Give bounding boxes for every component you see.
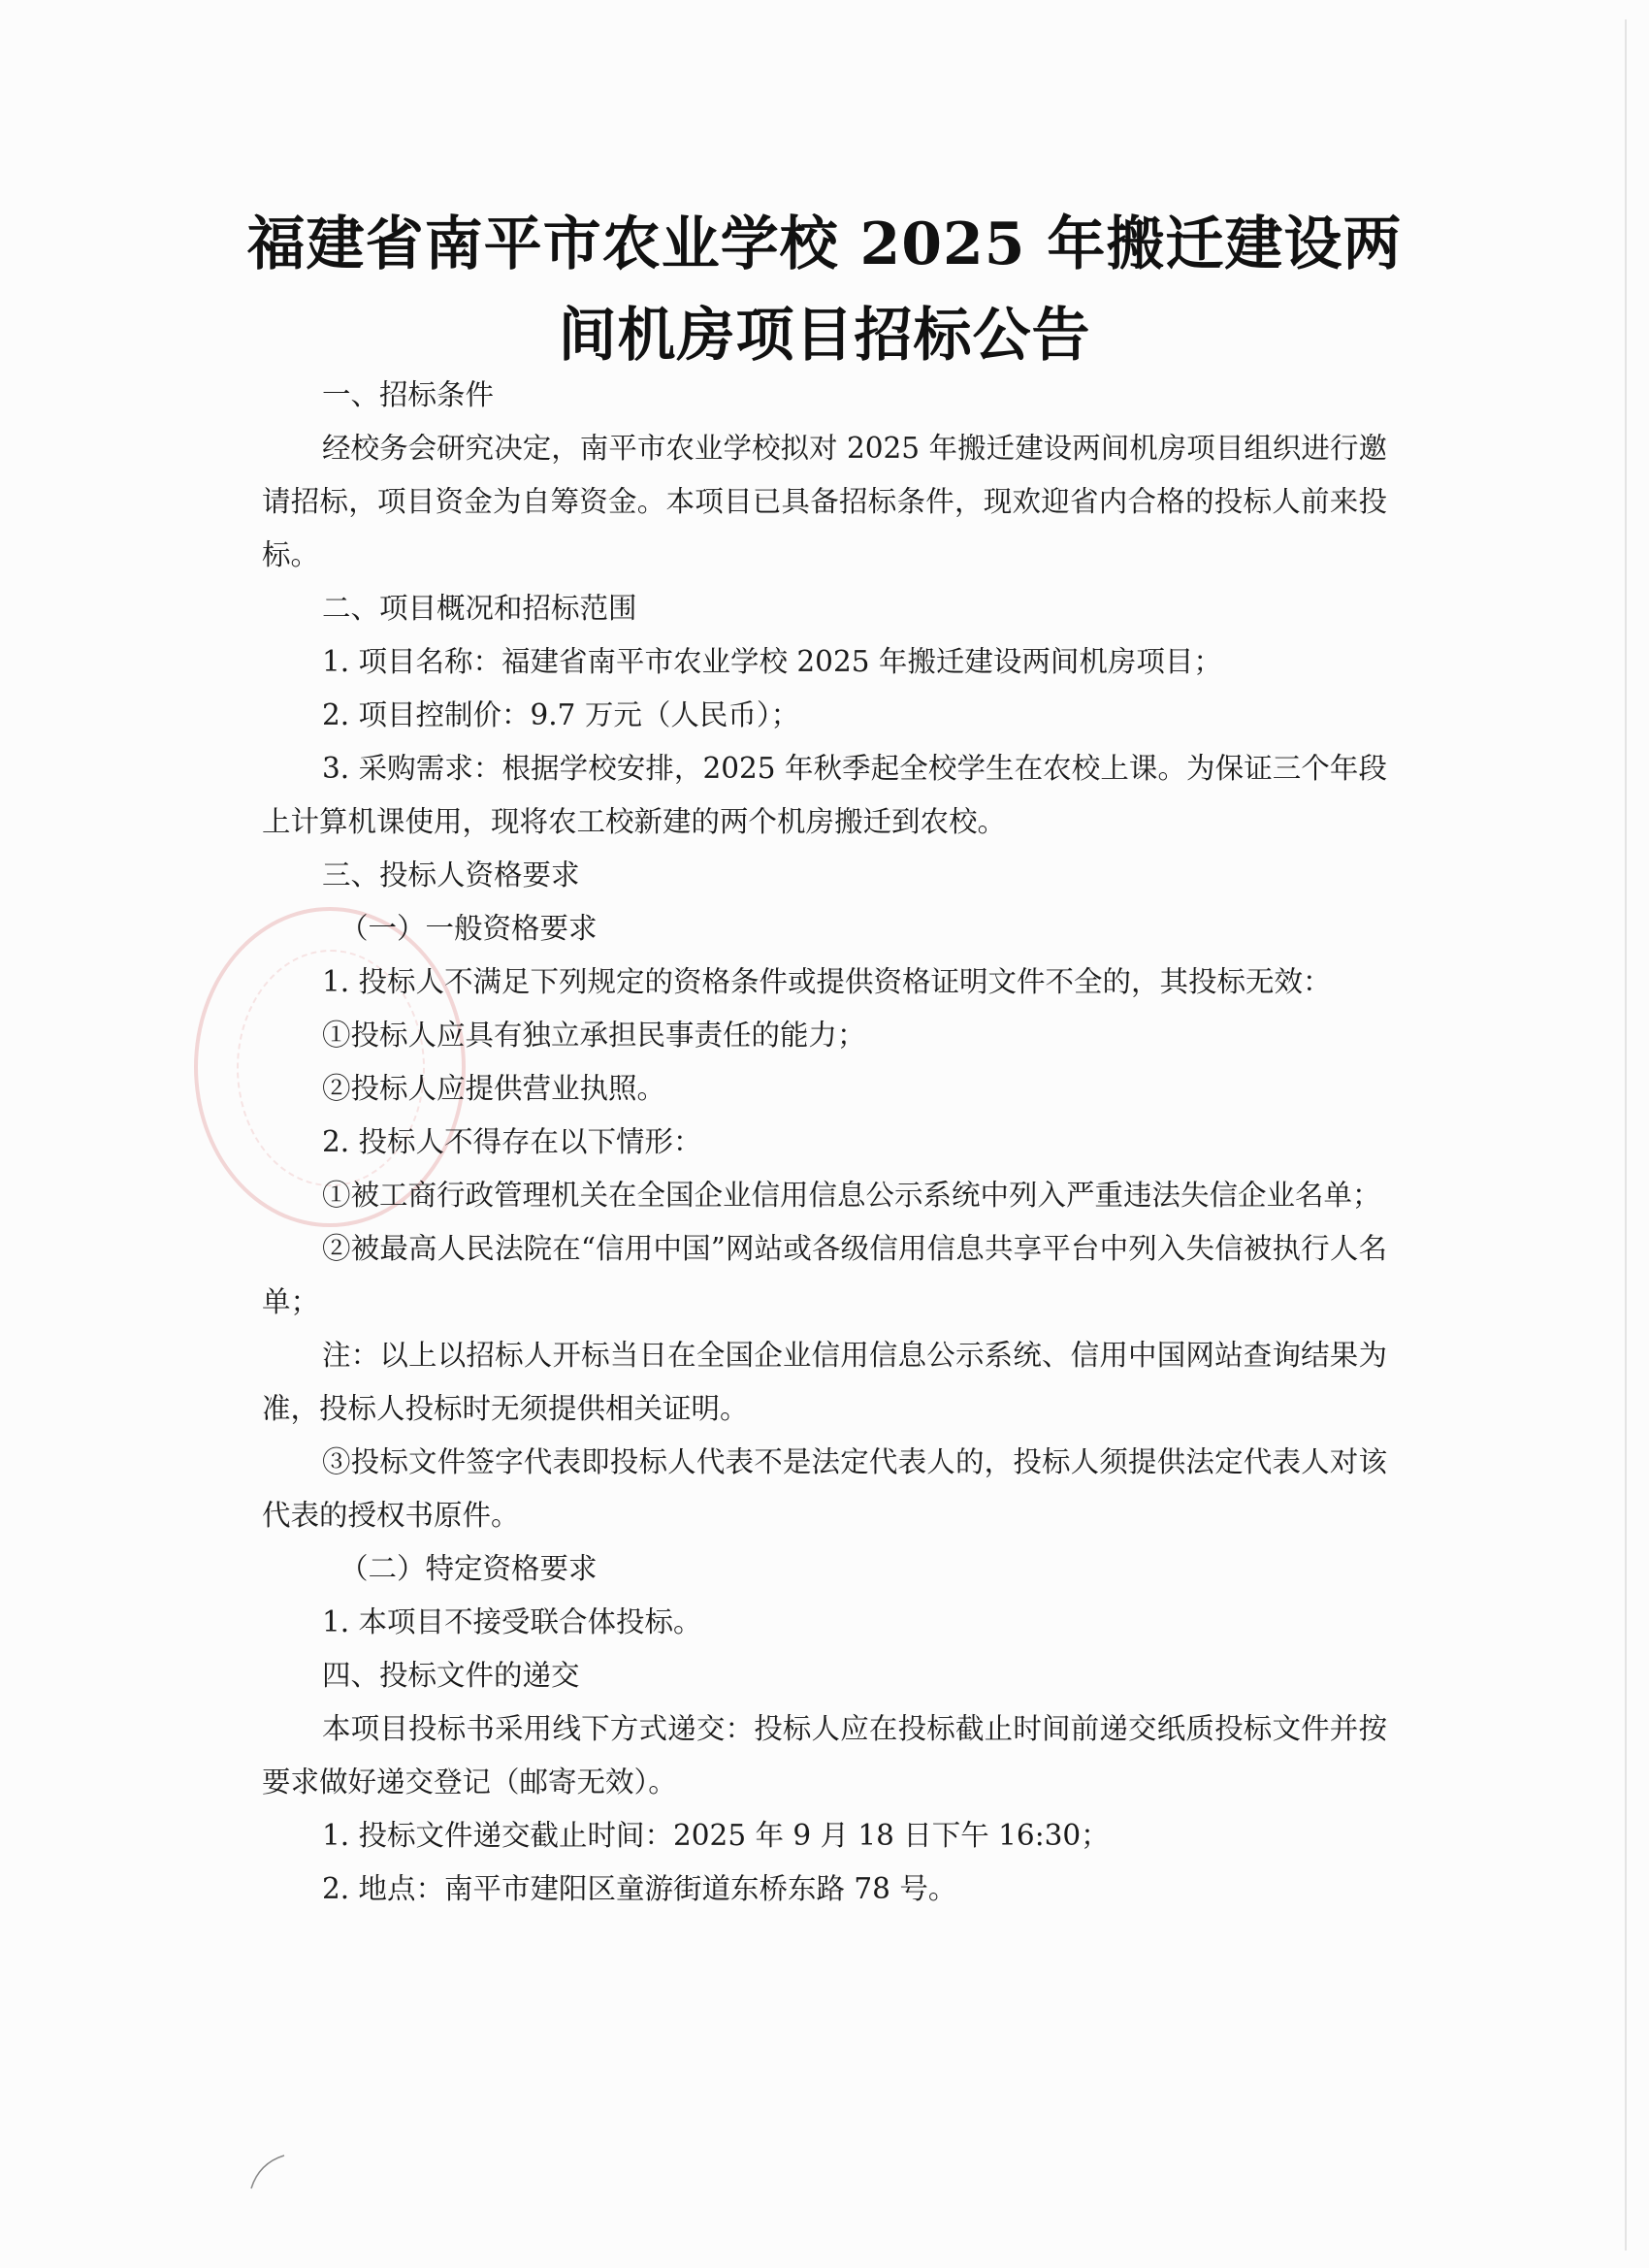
section-3-note: 注：以上以招标人开标当日在全国企业信用信息公示系统、信用中国网站查询结果为准，投标人投标时无须提供相关证明。 <box>262 1339 1387 1425</box>
section-2-item-2: 2. 项目控制价：9.7 万元（人民币）； <box>322 698 800 731</box>
section-3-item-1: 1. 投标人不满足下列规定的资格条件或提供资格证明文件不全的，其投标无效： <box>322 965 1332 998</box>
section-3-item-2: 2. 投标人不得存在以下情形： <box>322 1125 702 1158</box>
section-3-subheading-2: （二）特定资格要求 <box>340 1552 598 1585</box>
scan-edge-line <box>1625 19 1627 2251</box>
section-4-item-2: 2. 地点：南平市建阳区童游街道东桥东路 78 号。 <box>322 1872 957 1905</box>
pen-mark <box>247 2154 286 2192</box>
title-line-2: 间机房项目招标公告 <box>558 302 1091 370</box>
section-3-item-1a: ①投标人应具有独立承担民事责任的能力； <box>322 1019 866 1052</box>
section-2-heading: 二、项目概况和招标范围 <box>322 592 637 625</box>
section-3-item-1b: ②投标人应提供营业执照。 <box>322 1072 666 1105</box>
section-3-heading: 三、投标人资格要求 <box>322 859 580 891</box>
section-2-item-1: 1. 项目名称：福建省南平市农业学校 2025 年搬迁建设两间机房项目； <box>322 645 1222 678</box>
section-3-item-2c: ③投标文件签字代表即投标人代表不是法定代表人的，投标人须提供法定代表人对该代表的授权书原件。 <box>262 1445 1387 1532</box>
document-title <box>242 199 1406 381</box>
section-4-paragraph: 本项目投标书采用线下方式递交：投标人应在投标截止时间前递交纸质投标文件并按要求做好递交登记（邮寄无效）。 <box>262 1712 1387 1798</box>
document-body <box>262 369 1387 1916</box>
section-3-sub2-item-1: 1. 本项目不接受联合体投标。 <box>322 1605 702 1638</box>
section-4-item-1: 1. 投标文件递交截止时间：2025 年 9 月 18 日下午 16:30； <box>322 1819 1110 1852</box>
section-2-item-3: 3. 采购需求：根据学校安排，2025 年秋季起全校学生在农校上课。为保证三个年段上计算机课使用，现将农工校新建的两个机房搬迁到农校。 <box>262 752 1387 838</box>
section-3-item-2a: ①被工商行政管理机关在全国企业信用信息公示系统中列入严重违法失信企业名单； <box>322 1179 1381 1212</box>
title-line-1: 福建省南平市农业学校 2025 年搬迁建设两 <box>246 211 1403 278</box>
section-3-subheading-1: （一）一般资格要求 <box>340 912 598 945</box>
section-3-item-2b: ②被最高人民法院在“信用中国”网站或各级信用信息共享平台中列入失信被执行人名单； <box>262 1232 1387 1318</box>
section-1-heading: 一、招标条件 <box>322 378 495 411</box>
section-1-paragraph: 经校务会研究决定，南平市农业学校拟对 2025 年搬迁建设两间机房项目组织进行邀请招标，项目资金为自筹资金。本项目已具备招标条件，现欢迎省内合格的投标人前来投标。 <box>262 432 1387 571</box>
section-4-heading: 四、投标文件的递交 <box>322 1659 580 1692</box>
